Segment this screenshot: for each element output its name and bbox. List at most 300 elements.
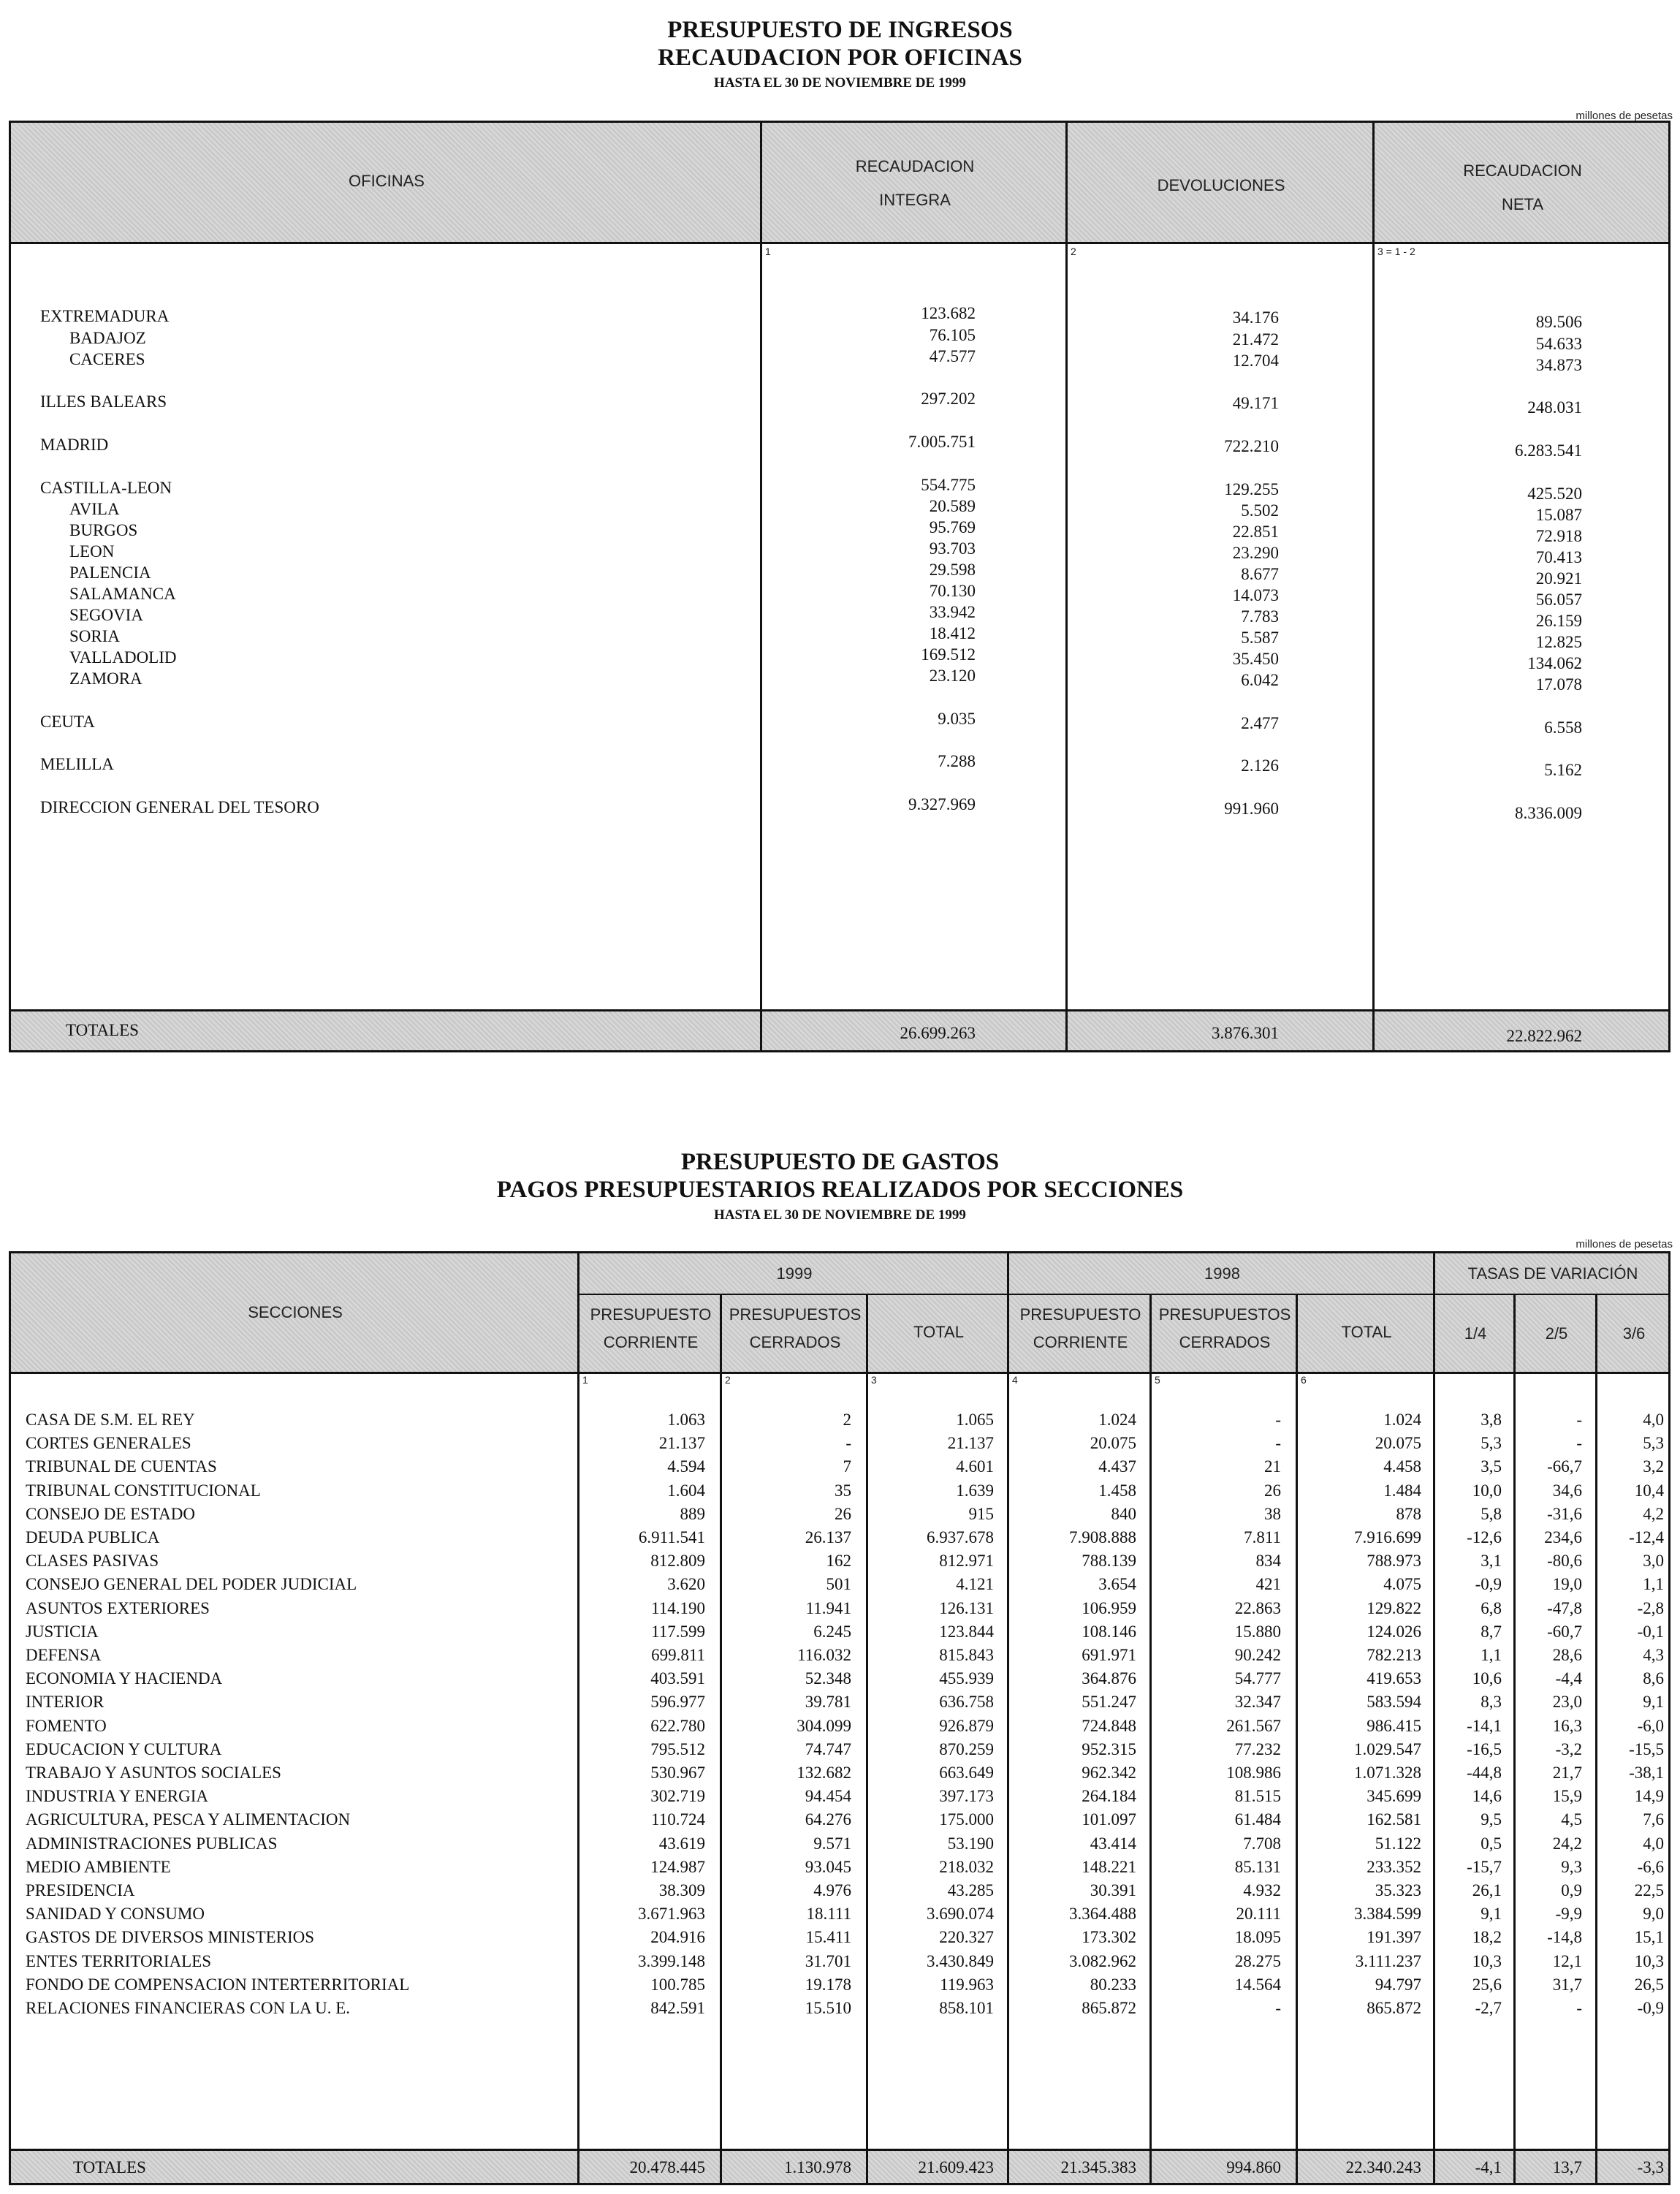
header-recaudacion-neta-1: RECAUDACION <box>1463 162 1582 180</box>
gastos-row-value: 101.097 <box>1082 1810 1136 1829</box>
gastos-total-value: 21.609.423 <box>918 2158 994 2176</box>
gastos-row-value: 4,0 <box>1643 1411 1664 1429</box>
gastos-row-value: 14,9 <box>1634 1787 1664 1806</box>
gastos-row-value: 788.139 <box>1082 1552 1136 1571</box>
gastos-row-value: 124.987 <box>650 1857 705 1876</box>
gastos-row-value: 501 <box>826 1575 851 1594</box>
gastos-row-value: 4.594 <box>667 1457 705 1476</box>
gastos-row-value: 397.173 <box>939 1787 994 1806</box>
gastos-row-value: 8,7 <box>1481 1622 1502 1641</box>
gastos-row-value: 15,9 <box>1552 1787 1582 1806</box>
gastos-row-value: 5,8 <box>1481 1504 1502 1523</box>
gastos-row-value: 32.347 <box>1234 1693 1281 1712</box>
gastos-row-value: 80.233 <box>1090 1975 1136 1994</box>
ingresos-row-value: 33.942 <box>929 603 976 621</box>
gastos-row-value: 21 <box>1264 1457 1281 1476</box>
gastos-row-name: DEFENSA <box>26 1646 102 1664</box>
gastos-row-value: -15,5 <box>1629 1739 1664 1758</box>
gastos-title: PRESUPUESTO DE GASTOS <box>680 1149 1000 1175</box>
gastos-row-name: ASUNTOS EXTERIORES <box>26 1598 210 1617</box>
gastos-row-value: 889 <box>680 1504 705 1523</box>
gastos-row-value: 4,0 <box>1643 1834 1664 1853</box>
gastos-row-value: 596.977 <box>650 1693 705 1712</box>
gastos-row-value: 18.111 <box>806 1905 851 1924</box>
ingresos-row-value: 56.057 <box>1535 591 1582 609</box>
gastos-row-value: 77.232 <box>1234 1739 1281 1758</box>
gastos-total-value: -3,3 <box>1637 2158 1664 2176</box>
gastos-row-value: 31,7 <box>1552 1975 1582 1994</box>
gastos-row-value: 22.863 <box>1234 1598 1281 1617</box>
gastos-row-value: 795.512 <box>650 1739 705 1758</box>
gastos-row-value: 94.797 <box>1375 1975 1421 1994</box>
ingresos-row-name: SEGOVIA <box>69 606 143 624</box>
gastos-row-value: 4.121 <box>956 1575 994 1594</box>
gastos-row-value: 858.101 <box>939 1999 994 2017</box>
gastos-row-name: CONSEJO DE ESTADO <box>26 1504 195 1523</box>
gastos-row-value: 119.963 <box>940 1975 994 1994</box>
gastos-row-value: 19.178 <box>805 1975 851 1994</box>
ingresos-units: millones de pesetas <box>1576 110 1673 122</box>
gastos-row-value: 9,3 <box>1561 1857 1582 1876</box>
gastos-row-value: 1,1 <box>1481 1646 1502 1664</box>
gastos-row-value: 3.399.148 <box>638 1951 705 1970</box>
gastos-row-value: 20.075 <box>1090 1434 1136 1453</box>
gastos-row-value: 583.594 <box>1367 1693 1421 1712</box>
gastos-row-value: 148.221 <box>1082 1857 1136 1876</box>
gastos-row-value: 403.591 <box>650 1669 705 1688</box>
gastos-row-value: 16,3 <box>1552 1716 1582 1735</box>
gastos-row-value: - <box>1275 1411 1281 1429</box>
gastos-row-value: 218.032 <box>939 1857 994 1876</box>
gastos-row-value: 38.309 <box>658 1881 705 1899</box>
ingresos-row-value: 23.290 <box>1232 544 1279 562</box>
gastos-row-value: 926.879 <box>939 1716 994 1735</box>
ingresos-row-value: 70.413 <box>1535 548 1582 566</box>
gastos-row-value: 93.045 <box>805 1857 851 1876</box>
gastos-row-value: 81.515 <box>1234 1787 1281 1806</box>
gastos-row-value: 10,6 <box>1472 1669 1502 1688</box>
gastos-row-value: 3.082.962 <box>1069 1951 1136 1970</box>
gastos-row-value: -9,9 <box>1555 1905 1582 1924</box>
gastos-row-value: -80,6 <box>1547 1552 1582 1571</box>
gastos-row-value: 110.724 <box>651 1810 705 1829</box>
gastos-row-value: 782.213 <box>1367 1646 1421 1664</box>
gastos-row-value: 1.484 <box>1383 1481 1421 1500</box>
gastos-row-value: 175.000 <box>939 1810 994 1829</box>
gastos-row-value: 22,5 <box>1634 1881 1664 1899</box>
header-1999-total: TOTAL <box>913 1323 964 1341</box>
gastos-row-name: CASA DE S.M. EL REY <box>26 1411 195 1429</box>
gastos-row-value: 6,8 <box>1481 1598 1502 1617</box>
header-1999-corriente-1: PRESUPUESTO <box>590 1305 712 1324</box>
gastos-row-name: RELACIONES FINANCIERAS CON LA U. E. <box>26 1999 351 2017</box>
gastos-row-value: 865.872 <box>1367 1999 1421 2017</box>
gastos-total-value: 1.130.978 <box>784 2158 851 2176</box>
gastos-row-value: 7.916.699 <box>1354 1528 1421 1546</box>
gastos-row-value: - <box>1275 1999 1281 2017</box>
gastos-row-value: 54.777 <box>1234 1669 1281 1688</box>
gastos-row-value: 10,0 <box>1472 1481 1502 1500</box>
gastos-row-value: 11.941 <box>805 1598 851 1617</box>
header-rate-2-5: 2/5 <box>1545 1324 1568 1343</box>
gastos-row-value: 3,1 <box>1481 1552 1502 1571</box>
gastos-row-value: 6.245 <box>813 1622 851 1641</box>
header-1999-cerrados-2: CERRADOS <box>749 1333 841 1351</box>
gastos-row-value: 24,2 <box>1552 1834 1582 1853</box>
gastos-row-value: 364.876 <box>1082 1669 1136 1688</box>
ingresos-row-value: 49.171 <box>1232 394 1279 412</box>
ingresos-row-name: BURGOS <box>69 521 138 539</box>
gastos-row-value: 8,6 <box>1643 1669 1664 1688</box>
ingresos-title: PRESUPUESTO DE INGRESOS <box>667 17 1013 43</box>
gastos-units: millones de pesetas <box>1576 1238 1673 1250</box>
gastos-row-value: 26,5 <box>1634 1975 1664 1994</box>
gastos-row-value: 234,6 <box>1544 1528 1582 1546</box>
header-recaudacion-neta-2: NETA <box>1501 195 1544 213</box>
ingresos-row-name: CACERES <box>69 350 145 368</box>
gastos-row-value: -3,2 <box>1555 1739 1582 1758</box>
gastos-row-value: 4.437 <box>1098 1457 1136 1476</box>
ingresos-row-value: 722.210 <box>1224 437 1279 455</box>
gastos-row-value: 812.971 <box>939 1552 994 1571</box>
gastos-row-name: INTERIOR <box>26 1693 104 1712</box>
gastos-row-value: 52.348 <box>805 1669 851 1688</box>
gastos-row-value: 20.075 <box>1375 1434 1421 1453</box>
ingresos-row-value: 14.073 <box>1232 586 1279 604</box>
gastos-row-value: 53.190 <box>947 1834 994 1853</box>
gastos-row-value: 3,5 <box>1481 1457 1502 1476</box>
gastos-row-value: 4.601 <box>956 1457 994 1476</box>
gastos-row-value: 3,8 <box>1481 1411 1502 1429</box>
gastos-row-value: 0,5 <box>1481 1834 1502 1853</box>
ingresos-row-value: 29.598 <box>929 561 976 579</box>
gastos-row-value: 1.024 <box>1383 1411 1421 1429</box>
gastos-row-value: 14,6 <box>1472 1787 1502 1806</box>
gastos-row-value: -0,9 <box>1475 1575 1502 1594</box>
gastos-row-name: GASTOS DE DIVERSOS MINISTERIOS <box>26 1928 315 1947</box>
ingresos-header <box>11 123 1668 244</box>
ingresos-row-name: LEON <box>69 542 115 561</box>
gastos-row-value: 1.065 <box>956 1411 994 1429</box>
ingresos-row-value: 21.472 <box>1232 330 1279 349</box>
gastos-row-value: 834 <box>1255 1552 1281 1571</box>
gastos-row-value: 3.384.599 <box>1354 1905 1421 1924</box>
ingresos-row-value: 6.283.541 <box>1515 441 1582 460</box>
gastos-row-value: 3.671.963 <box>638 1905 705 1924</box>
ingresos-row-value: 123.682 <box>921 304 976 322</box>
gastos-row-value: 3.654 <box>1098 1575 1136 1594</box>
gastos-row-name: PRESIDENCIA <box>26 1881 135 1899</box>
gastos-row-name: INDUSTRIA Y ENERGIA <box>26 1787 209 1806</box>
gastos-row-value: 4,2 <box>1643 1504 1664 1523</box>
gastos-row-value: 30.391 <box>1090 1881 1136 1899</box>
gastos-total-value: 994.860 <box>1226 2158 1281 2176</box>
ingresos-row-name: SORIA <box>69 627 121 645</box>
gastos-row-value: 1.604 <box>667 1481 705 1500</box>
gastos-row-name: ADMINISTRACIONES PUBLICAS <box>26 1834 278 1853</box>
gastos-table <box>9 1251 1671 2185</box>
gastos-subtitle: PAGOS PRESUPUESTARIOS REALIZADOS POR SECCIONES <box>496 1177 1184 1203</box>
gastos-total-value: 20.478.445 <box>629 2158 705 2176</box>
gastos-row-value: 4.075 <box>1383 1575 1421 1594</box>
ingresos-row-value: 297.202 <box>921 390 976 408</box>
gastos-row-value: -12,6 <box>1467 1528 1502 1546</box>
gastos-row-value: 25,6 <box>1472 1975 1502 1994</box>
ingresos-row-name: PALENCIA <box>69 563 151 582</box>
gastos-row-value: 51.122 <box>1375 1834 1421 1853</box>
ingresos-row-value: 12.825 <box>1535 633 1582 651</box>
col-number-1: 1 <box>582 1374 588 1386</box>
ingresos-row-value: 12.704 <box>1232 352 1279 370</box>
gastos-row-value: 9,0 <box>1643 1905 1664 1924</box>
ingresos-row-value: 134.062 <box>1527 654 1582 672</box>
gastos-row-value: 870.259 <box>939 1739 994 1758</box>
gastos-row-value: 15,1 <box>1634 1928 1664 1947</box>
gastos-row-value: 9,1 <box>1481 1905 1502 1924</box>
gastos-row-value: 204.916 <box>650 1928 705 1947</box>
ingresos-row-value: 47.577 <box>929 347 976 365</box>
gastos-row-value: 4.458 <box>1383 1457 1421 1476</box>
gastos-row-value: 5,3 <box>1481 1434 1502 1453</box>
ingresos-row-value: 34.873 <box>1535 356 1582 374</box>
gastos-row-value: 9.571 <box>813 1834 851 1853</box>
ingresos-subtitle: RECAUDACION POR OFICINAS <box>658 45 1022 71</box>
gastos-row-value: 986.415 <box>1367 1716 1421 1735</box>
col-number-2: 2 <box>725 1374 731 1386</box>
gastos-row-value: 622.780 <box>650 1716 705 1735</box>
ingresos-row-value: 6.558 <box>1544 718 1582 737</box>
ingresos-row-value: 5.162 <box>1544 761 1582 779</box>
header-1998-corriente-2: CORRIENTE <box>1033 1333 1128 1351</box>
gastos-row-value: - <box>1576 1999 1582 2017</box>
ingresos-row-value: 89.506 <box>1535 313 1582 331</box>
gastos-row-value: 4,5 <box>1561 1810 1582 1829</box>
gastos-row-value: - <box>845 1434 851 1453</box>
gastos-row-value: 1.029.547 <box>1354 1739 1421 1758</box>
gastos-row-value: 962.342 <box>1082 1764 1136 1782</box>
ingresos-row-value: 20.589 <box>929 497 976 515</box>
gastos-row-name: CORTES GENERALES <box>26 1434 191 1453</box>
header-1999-cerrados-1: PRESUPUESTOS <box>729 1305 862 1324</box>
ingresos-row-value: 6.042 <box>1241 671 1279 689</box>
gastos-row-value: 4.932 <box>1243 1881 1281 1899</box>
gastos-row-value: -44,8 <box>1467 1764 1502 1782</box>
gastos-row-value: 1.639 <box>956 1481 994 1500</box>
col-number-5: 5 <box>1155 1374 1160 1386</box>
ingresos-row-value: 34.176 <box>1232 308 1279 327</box>
gastos-row-value: 100.785 <box>650 1975 705 1994</box>
ingresos-row-value: 169.512 <box>921 645 976 664</box>
gastos-row-value: 302.719 <box>650 1787 705 1806</box>
gastos-row-value: 233.352 <box>1367 1857 1421 1876</box>
header-recaudacion-integra-2: INTEGRA <box>879 191 951 209</box>
gastos-row-value: 15.411 <box>805 1928 851 1947</box>
gastos-row-value: 26,1 <box>1472 1881 1502 1899</box>
gastos-header <box>11 1253 1668 1374</box>
gastos-row-value: -4,4 <box>1555 1669 1582 1688</box>
gastos-row-value: -66,7 <box>1547 1457 1582 1476</box>
gastos-row-value: 1.024 <box>1098 1411 1136 1429</box>
col-number-3: 3 = 1 - 2 <box>1377 246 1415 257</box>
gastos-row-value: 31.701 <box>805 1951 851 1970</box>
gastos-row-value: 35.323 <box>1375 1881 1421 1899</box>
ingresos-row-value: 70.130 <box>929 582 976 600</box>
ingresos-table <box>9 121 1671 1052</box>
gastos-row-value: 15.880 <box>1234 1622 1281 1641</box>
header-rate-1-4: 1/4 <box>1464 1324 1487 1343</box>
gastos-row-value: 915 <box>968 1504 994 1523</box>
gastos-row-value: 7.811 <box>1244 1528 1281 1546</box>
gastos-row-value: 117.599 <box>651 1622 705 1641</box>
gastos-row-value: 4,3 <box>1643 1646 1664 1664</box>
gastos-row-value: 162 <box>826 1552 851 1571</box>
gastos-row-value: 3.364.488 <box>1069 1905 1136 1924</box>
ingresos-row-name: CASTILLA-LEON <box>40 479 172 497</box>
gastos-row-value: 106.959 <box>1082 1598 1136 1617</box>
header-1998-cerrados-2: CERRADOS <box>1179 1333 1271 1351</box>
gastos-row-value: 90.242 <box>1234 1646 1281 1664</box>
gastos-row-value: 865.872 <box>1082 1999 1136 2017</box>
gastos-row-value: 840 <box>1111 1504 1136 1523</box>
header-oficinas: OFICINAS <box>349 172 425 190</box>
gastos-row-value: 12,1 <box>1552 1951 1582 1970</box>
ingresos-row-value: 5.502 <box>1241 501 1279 520</box>
gastos-row-value: -38,1 <box>1629 1764 1664 1782</box>
gastos-row-value: 1.071.328 <box>1354 1764 1421 1782</box>
gastos-row-value: 18,2 <box>1472 1928 1502 1947</box>
gastos-row-value: 26.137 <box>805 1528 851 1546</box>
ingresos-row-name: VALLADOLID <box>69 648 177 667</box>
gastos-row-name: JUSTICIA <box>26 1622 99 1641</box>
gastos-row-value: 126.131 <box>939 1598 994 1617</box>
gastos-row-value: - <box>1576 1434 1582 1453</box>
gastos-row-value: 191.397 <box>1367 1928 1421 1947</box>
gastos-row-value: 132.682 <box>797 1764 851 1782</box>
gastos-row-value: 123.844 <box>939 1622 994 1641</box>
gastos-row-value: 26 <box>1264 1481 1281 1500</box>
gastos-row-value: 421 <box>1255 1575 1281 1594</box>
ingresos-row-name: MADRID <box>40 436 109 454</box>
gastos-row-value: 1.458 <box>1098 1481 1136 1500</box>
ingresos-row-name: AVILA <box>69 500 120 518</box>
gastos-row-value: 14.564 <box>1234 1975 1281 1994</box>
ingresos-row-value: 7.005.751 <box>908 433 976 451</box>
gastos-row-name: FONDO DE COMPENSACION INTERTERRITORIAL <box>26 1975 410 1994</box>
gastos-row-value: 21,7 <box>1552 1764 1582 1782</box>
gastos-row-value: -15,7 <box>1467 1857 1502 1876</box>
gastos-row-name: CONSEJO GENERAL DEL PODER JUDICIAL <box>26 1575 357 1594</box>
gastos-row-value: -12,4 <box>1629 1528 1664 1546</box>
gastos-row-name: FOMENTO <box>26 1716 107 1735</box>
gastos-row-value: 7,6 <box>1643 1810 1664 1829</box>
gastos-row-value: 261.567 <box>1226 1716 1281 1735</box>
gastos-row-value: 7.908.888 <box>1069 1528 1136 1546</box>
gastos-row-value: 3.690.074 <box>927 1905 994 1924</box>
ingresos-date: HASTA EL 30 DE NOVIEMBRE DE 1999 <box>714 75 966 91</box>
gastos-row-value: -60,7 <box>1547 1622 1582 1641</box>
ingresos-row-value: 5.587 <box>1241 629 1279 647</box>
gastos-row-value: -14,1 <box>1467 1716 1502 1735</box>
gastos-row-value: 3.111.237 <box>1355 1951 1421 1970</box>
gastos-row-value: 530.967 <box>650 1764 705 1782</box>
ingresos-row-value: 2.126 <box>1241 756 1279 775</box>
gastos-row-value: 5,3 <box>1643 1434 1664 1453</box>
gastos-row-value: 15.510 <box>805 1999 851 2017</box>
header-recaudacion-integra-1: RECAUDACION <box>855 157 975 175</box>
ingresos-row-value: 991.960 <box>1224 800 1279 818</box>
gastos-row-value: 3,0 <box>1643 1552 1664 1571</box>
gastos-row-value: -2,8 <box>1637 1598 1664 1617</box>
gastos-row-value: 952.315 <box>1082 1739 1136 1758</box>
gastos-row-value: 64.276 <box>805 1810 851 1829</box>
gastos-total-value: 13,7 <box>1552 2158 1582 2176</box>
gastos-row-value: 9,1 <box>1643 1693 1664 1712</box>
gastos-row-value: 663.649 <box>939 1764 994 1782</box>
ingresos-row-name: EXTREMADURA <box>40 307 170 325</box>
ingresos-row-value: 7.783 <box>1241 607 1279 626</box>
ingresos-row-value: 7.288 <box>938 752 976 770</box>
gastos-date: HASTA EL 30 DE NOVIEMBRE DE 1999 <box>714 1207 966 1223</box>
gastos-row-value: 7.708 <box>1243 1834 1281 1853</box>
ingresos-row-name: CEUTA <box>40 713 95 731</box>
gastos-row-value: 20.111 <box>1236 1905 1281 1924</box>
gastos-row-value: 26 <box>835 1504 851 1523</box>
ingresos-row-name: DIRECCION GENERAL DEL TESORO <box>40 798 319 816</box>
gastos-row-name: EDUCACION Y CULTURA <box>26 1739 222 1758</box>
gastos-row-value: -0,9 <box>1637 1999 1664 2017</box>
ingresos-row-value: 129.255 <box>1224 480 1279 498</box>
gastos-row-value: 108.986 <box>1226 1764 1281 1782</box>
ingresos-row-value: 8.677 <box>1241 565 1279 583</box>
gastos-row-value: 724.848 <box>1082 1716 1136 1735</box>
header-secciones: SECCIONES <box>248 1303 343 1321</box>
ingresos-row-name: SALAMANCA <box>69 585 176 603</box>
gastos-row-name: AGRICULTURA, PESCA Y ALIMENTACION <box>26 1810 351 1829</box>
ingresos-row-value: 95.769 <box>929 518 976 536</box>
gastos-row-name: CLASES PASIVAS <box>26 1552 159 1571</box>
gastos-row-value: 551.247 <box>1082 1693 1136 1712</box>
gastos-row-value: 61.484 <box>1234 1810 1281 1829</box>
ingresos-row-value: 425.520 <box>1527 485 1582 503</box>
gastos-row-value: 43.414 <box>1090 1834 1136 1853</box>
ingresos-row-value: 72.918 <box>1535 527 1582 545</box>
gastos-row-value: -2,7 <box>1475 1999 1502 2017</box>
ingresos-row-value: 9.327.969 <box>908 795 976 813</box>
ingresos-row-value: 9.035 <box>938 710 976 728</box>
gastos-row-value: 636.758 <box>939 1693 994 1712</box>
gastos-row-value: 7 <box>843 1457 851 1476</box>
gastos-row-name: TRABAJO Y ASUNTOS SOCIALES <box>26 1764 281 1782</box>
gastos-row-value: 74.747 <box>805 1739 851 1758</box>
gastos-row-value: - <box>1576 1411 1582 1429</box>
gastos-row-value: - <box>1275 1434 1281 1453</box>
ingresos-row-value: 93.703 <box>929 539 976 558</box>
col-number-2: 2 <box>1071 246 1076 257</box>
ingresos-row-name: BADAJOZ <box>69 329 146 347</box>
gastos-row-name: ENTES TERRITORIALES <box>26 1951 212 1970</box>
ingresos-row-value: 23.120 <box>929 667 976 685</box>
gastos-row-value: 18.095 <box>1234 1928 1281 1947</box>
ingresos-row-value: 26.159 <box>1535 612 1582 630</box>
gastos-row-value: 39.781 <box>805 1693 851 1712</box>
gastos-row-value: 419.653 <box>1367 1669 1421 1688</box>
ingresos-total-neta: 22.822.962 <box>1506 1027 1582 1045</box>
gastos-row-value: 6.937.678 <box>927 1528 994 1546</box>
ingresos-row-value: 18.412 <box>929 624 976 642</box>
gastos-row-value: 264.184 <box>1082 1787 1136 1806</box>
col-number-1: 1 <box>765 246 771 257</box>
gastos-row-value: 220.327 <box>939 1928 994 1947</box>
